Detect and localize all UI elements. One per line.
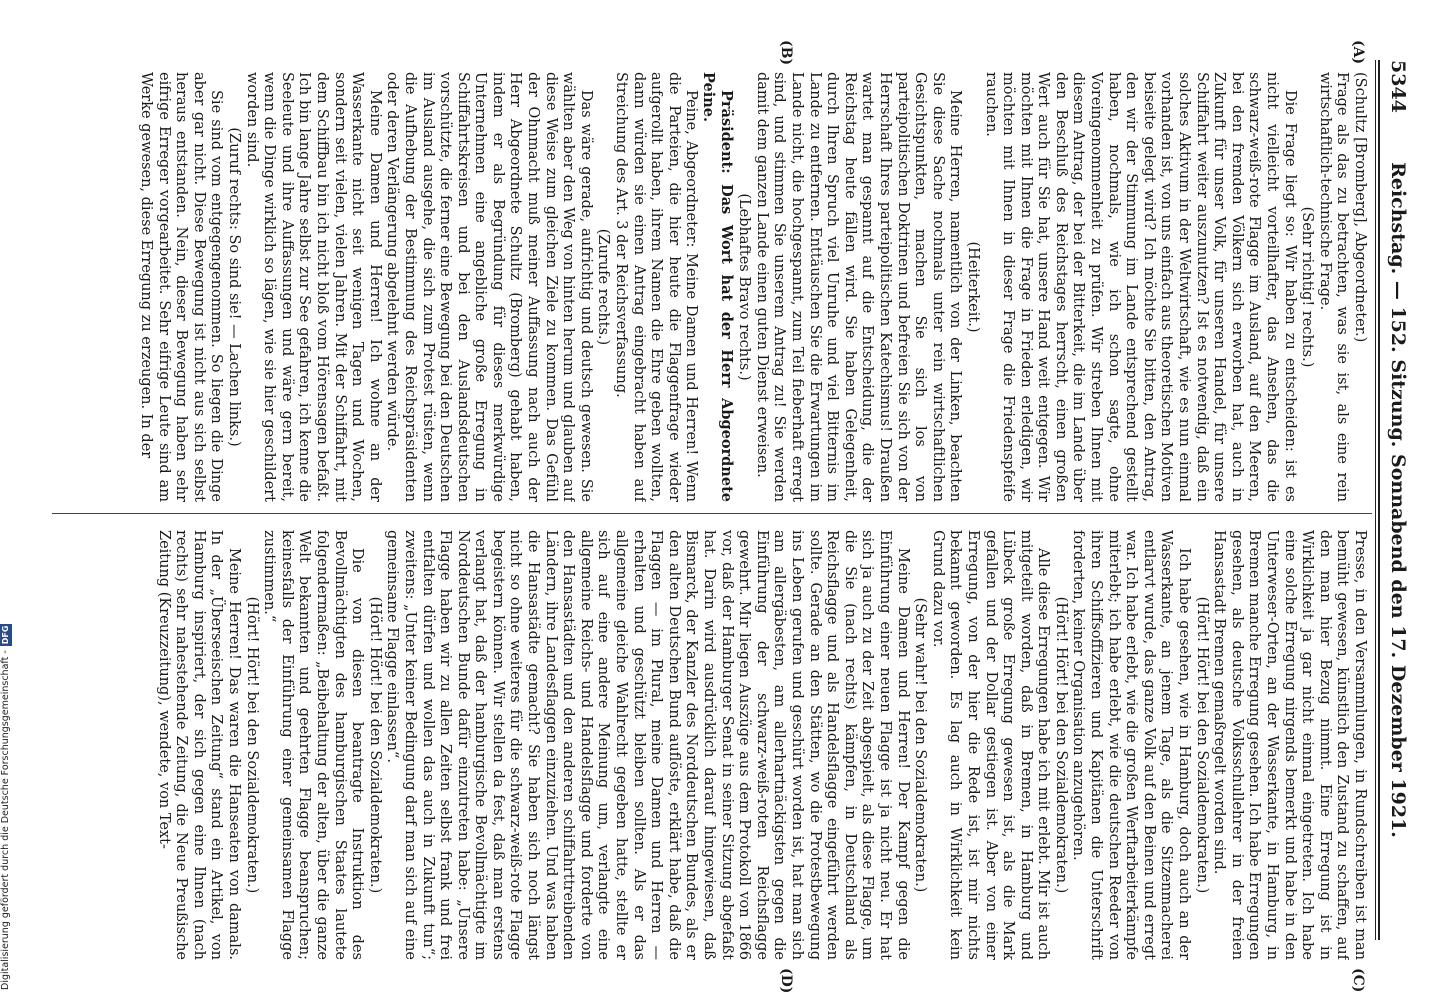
margin-letter-a: (A) <box>1350 40 1366 65</box>
paragraph: Peine, Abgeordneter: Meine Damen und Herren! Wenn die Parteien, die hier heute die Flaggenfrage wieder aufgerollt haben, ihrem Namen die Ehre geben wollten, dann würden sie einen Antrag eingebracht haben auf Streichung des Art. 3 der Reichsverfassung. <box>613 72 700 502</box>
speaker-reference: (Schultz [Bromberg], Abgeordneter.) <box>1352 72 1368 343</box>
president-statement: Präsident: Das Wort hat der Herr Abgeordnete Peine. <box>700 72 735 502</box>
interjection: (Hört! Hört! bei den Sozialdemokraten.) <box>1193 596 1210 894</box>
paragraph: Die von diesen beantragte Instruktion des Bevollmächtigten des hamburgischen Staates lautete folgendermaßen: „Beibehaltung der alten, über die ganze Welt bekannten und geehrten Flagge beanspruchen; keinesfalls der Einführung einer gemeinsamen Flagge zustimmen.“ <box>261 530 366 960</box>
paragraph: Das wäre gerade, aufrichtig und deutsch gewesen. Sie wählten aber den Weg von hinten herum und glauben auf diese Weise zum gleichen Ziele zu kommen. Das Gefühl der Ohnmacht muß meiner Auffassung nach auch der Herr Abgeordnete Schultz (Bromberg) gehabt haben, indem er als Begründung für dieses merkwürdige Unternehmen eine angebliche große Erregung in Schiffahrtskreisen und bei den Auslandsdeutschen vorschützte, die ferner eine Bewegung bei den Deutschen im Ausland ausgehe, die sich zum Protest rüsten, wenn die Aufhebung der Bestimmung des Reichspräsidenten oder deren Verlängerung abgelehnt werden würde. <box>384 72 594 502</box>
dfg-logo: DFG <box>1 625 10 645</box>
margin-letter-d: (D) <box>778 968 794 994</box>
footer-text-wrap <box>0 10 12 990</box>
paragraph: Frage als das zu betrachten, was sie ist, als eine rein wirtschaftlich-technische Frage. <box>1316 72 1351 502</box>
paragraph: Ich habe gesehen, wie in Hamburg, doch auch an der Wasserkante, an jenem Tage, als die Sitzenmacherei entlarvt wurde, das ganze Volk auf den Beinen und erregt war. Ich habe erlebt, wie die großen Werftarbeiterkämpfe miterlebt; ich habe erlebt, wie die deutschen Reeder von ihren Schiffsoffizieren und Kapitänen die Unterschrift forderten, keiner Organisation anzugehören. <box>1070 530 1193 960</box>
interjection: (Hört! Hört! bei den Sozialdemokraten.) <box>243 596 260 894</box>
paragraph: Meine Herren! Das waren die Hanseaten von damals. In der „Überseeischen Zeitung“ stand ein Artikel, von Hamburg inspiriert, der sich gegen eine Ihnen (nach rechts) sehr nahestehende Zeitung, die Neue Preußische Zeitung (Kreuzzeitung), wendete, von Text- <box>155 530 242 960</box>
footer <box>0 0 12 1000</box>
page-title: Reichstag. — 152. Sitzung. Sonnabend den 17. Dezember 1921. <box>1387 162 1409 838</box>
margin-letter-b: (B) <box>778 40 794 66</box>
paragraph: Die Frage liegt so: Wir haben zu entscheiden: ist es nicht vielleicht vorteilhafter, das Ansehen, das die schwarz-weiß-rote Flagge im Ausland, auf den Meeren, bei den fremden Völkern sich erworben hat, auch in Zukunft für unser Volk, für unseren Handel, für unsere Schiffahrt weiter auszunutzen? Ist es notwendig, daß ein solches Aktivum in der Weltwirtschaft, wie es nun einmal vorhanden ist, von uns einfach aus theoretischen Motiven beiseite gelegt wird? Ich möchte Sie bitten, den Antrag, den wir der Stimmung im Lande entsprechend gestellt haben, nochmals, wie ich schon sagte, ohne Voreingenommenheit zu prüfen. Wir streben Ihnen mit diesem Antrag, der bei der Bitterkeit, die im Lande über den Beschluß des Reichstages herrscht, einen großen Wert auch für Sie hat, unsere Hand weit entgegen. Wir möchten mit Ihnen die Frage in Frieden erledigen, wir möchten mit Ihnen in dieser Frage die Friedenspfeife rauchen. <box>982 72 1298 502</box>
header-rule <box>1378 60 1380 940</box>
interjection: (Hört! Hört! bei den Sozialdemokraten.) <box>1052 596 1069 894</box>
paragraph: Meine Herren, namentlich von der Linken, beachten Sie diese Sache nochmals unter rein wirtschaftlichen Gesichtspunkten, machen Sie sich los von parteipolitischen Doktrinen und befreien Sie sich von der Herrschaft Ihres parteipolitischen Katechismus! Draußen wartet man gespannt auf die Entscheidung, die der Reichstag heute fällen wird. Sie haben Gelegenheit, durch Ihren Spruch viel Unruhe und viel Bitternis im Lande zu entfernen. Enttäuschen Sie die Erwartungen im Lande nicht, die hochgespannt, zum Teil fieberhaft erregt sind, und stimmen Sie unserem Antrag zu! Sie werden damit dem ganzen Lande einen guten Dienst erweisen. <box>753 72 964 502</box>
paragraph: Presse, in den Versammlungen, in Rundschreiben ist man bemüht gewesen, künstlich den Zustand zu schaffen, auf den man hier Bezug nimmt. Eine Erregung ist in Wirklichkeit ja gar nicht einmal eingetreten. Ich habe eine solche Erregung nirgends bemerkt und habe in den Unterweser-Orten, an der Wasserkante, in Hamburg, in Bremen manche Erregung gesehen. Ich habe Erregungen gesehen, als deutsche Volksschullehrer in der freien Hansastadt Bremen gemaßregelt worden sind. <box>1211 530 1368 960</box>
paragraph: Sie sind vom entgegengenommen. So liegen die Dinge aber gar nicht. Diese Bewegung ist nicht aus sich selbst heraus entstanden. Nein, dieser Bewegung haben sehr eifrige Erreger vorgearbeitet. Sehr eifrige Leute sind am Werke gewesen, diese Erregung zu erzeugen. In der <box>138 72 225 502</box>
interjection: (Lebhaftes Bravo rechts.) <box>736 193 753 381</box>
interjection: (Heiterkeit.) <box>964 241 981 333</box>
interjection: (Zurufe rechts.) <box>595 228 612 346</box>
right-column <box>68 530 1368 960</box>
digitization-note: Digitalisierung gefördert durch die Deutsche Forschungsgemeinschaft - <box>0 650 11 990</box>
left-column <box>68 72 1368 502</box>
paragraph: Meine Damen und Herren! Ich wohne an der Wasserkante nicht seit wenigen Tagen und Wochen, sondern seit vielen, vielen Jahren. Mit der Schiffahrt, mit dem Schiffbau bin ich nicht bloß vom Hörensagen befaßt. Ich bin lange Jahre selbst zur See gefahren, ich kenne die Seeleute und ihre Auffassungen und wäre gern bereit, wenn die Dinge wirklich so lägen, wie sie hier geschildert worden sind. <box>243 72 383 502</box>
margin-letter-c: (C) <box>1350 968 1366 993</box>
paragraph: Alle diese Erregungen habe ich mit erlebt. Mir ist auch mitgeteilt worden, daß in Bremen, in Hamburg und Lübeck große Erregung gewesen ist, als die Mark gefallen und der Dollar gestiegen ist. Aber von einer Erregung, von der hier die Rede ist, ist mir nichts bekannt geworden. Es lag auch in Wirklichkeit kein Grund dazu vor. <box>929 530 1052 960</box>
interjection: (Sehr richtig! rechts.) <box>1299 206 1316 368</box>
header-rule-thin <box>1375 60 1376 940</box>
interjection: (Hört! Hört! bei den Sozialdemokraten.) <box>366 596 383 894</box>
paragraph: Meine Damen und Herren! Der Kampf gegen die Einführung einer neuen Flagge ist ja nicht neu. Er hat sich ja auch zu der Zeit abgespielt, als diese Flagge, um die Sie (nach rechts) kämpfen, in Deutschland als Reichsflagge und als Handelsflagge eingeführt werden sollte. Gerade an den Stätten, wo die Protestbewegung ins Leben gerufen und geschürt worden ist, hat man sich am allergäbesten, am allerhartnäckigsten gegen die Einführung der schwarz-weiß-roten Reichsflagge gewehrt. Mir liegen Auszüge aus dem Protokoll von 1866 vor, daß der Hamburger Senat in seiner Sitzung abgefaßt hat. Darin wird ausdrücklich darauf hingewiesen, daß Bismarck, der Kanzler des Norddeutschen Bundes, als er den alten Deutschen Bund auflöste, erklärt habe, daß die Flaggen — im Plural, meine Damen und Herren — erhalten und geschützt bleiben sollten. Als er das allgemeine gleiche Wahlrecht gegeben hatte, stellte er sich auf eine andere Meinung um, verlangte eine allgemeine Reichs- und Handelsflagge und forderte von den Hansastädten und den anderen schiffahrttreibenden Ländern, ihre Landesflaggen einzuziehen. Und was haben die Hansastädte gemacht? Sie haben sich noch längst nicht so ohne weiteres für die schwarz-weiß-rote Flagge begeistern können. Wir stellen da fest, daß man erstens verlangt hat, daß der hamburgische Bevollmächtigte im Norddeutschen Bunde dafür einzutreten habe: „Unsere Flagge haben wir zu allen Zeiten selbst frank und frei entfalten dürfen und wollen das auch in Zukunft tun“; zweitens: „Unter keiner Bedingung darf man sich auf eine gemeinsame Flagge einlassen“. <box>384 530 911 960</box>
column-divider <box>52 513 1372 514</box>
interjection: (Zuruf rechts: So sind sie! — Lachen links.) <box>226 127 242 447</box>
interjection: (Sehr wahr! bei den Sozialdemokraten.) <box>912 597 929 893</box>
page-number: 5344 <box>1387 60 1409 113</box>
page-header <box>1384 60 1412 940</box>
